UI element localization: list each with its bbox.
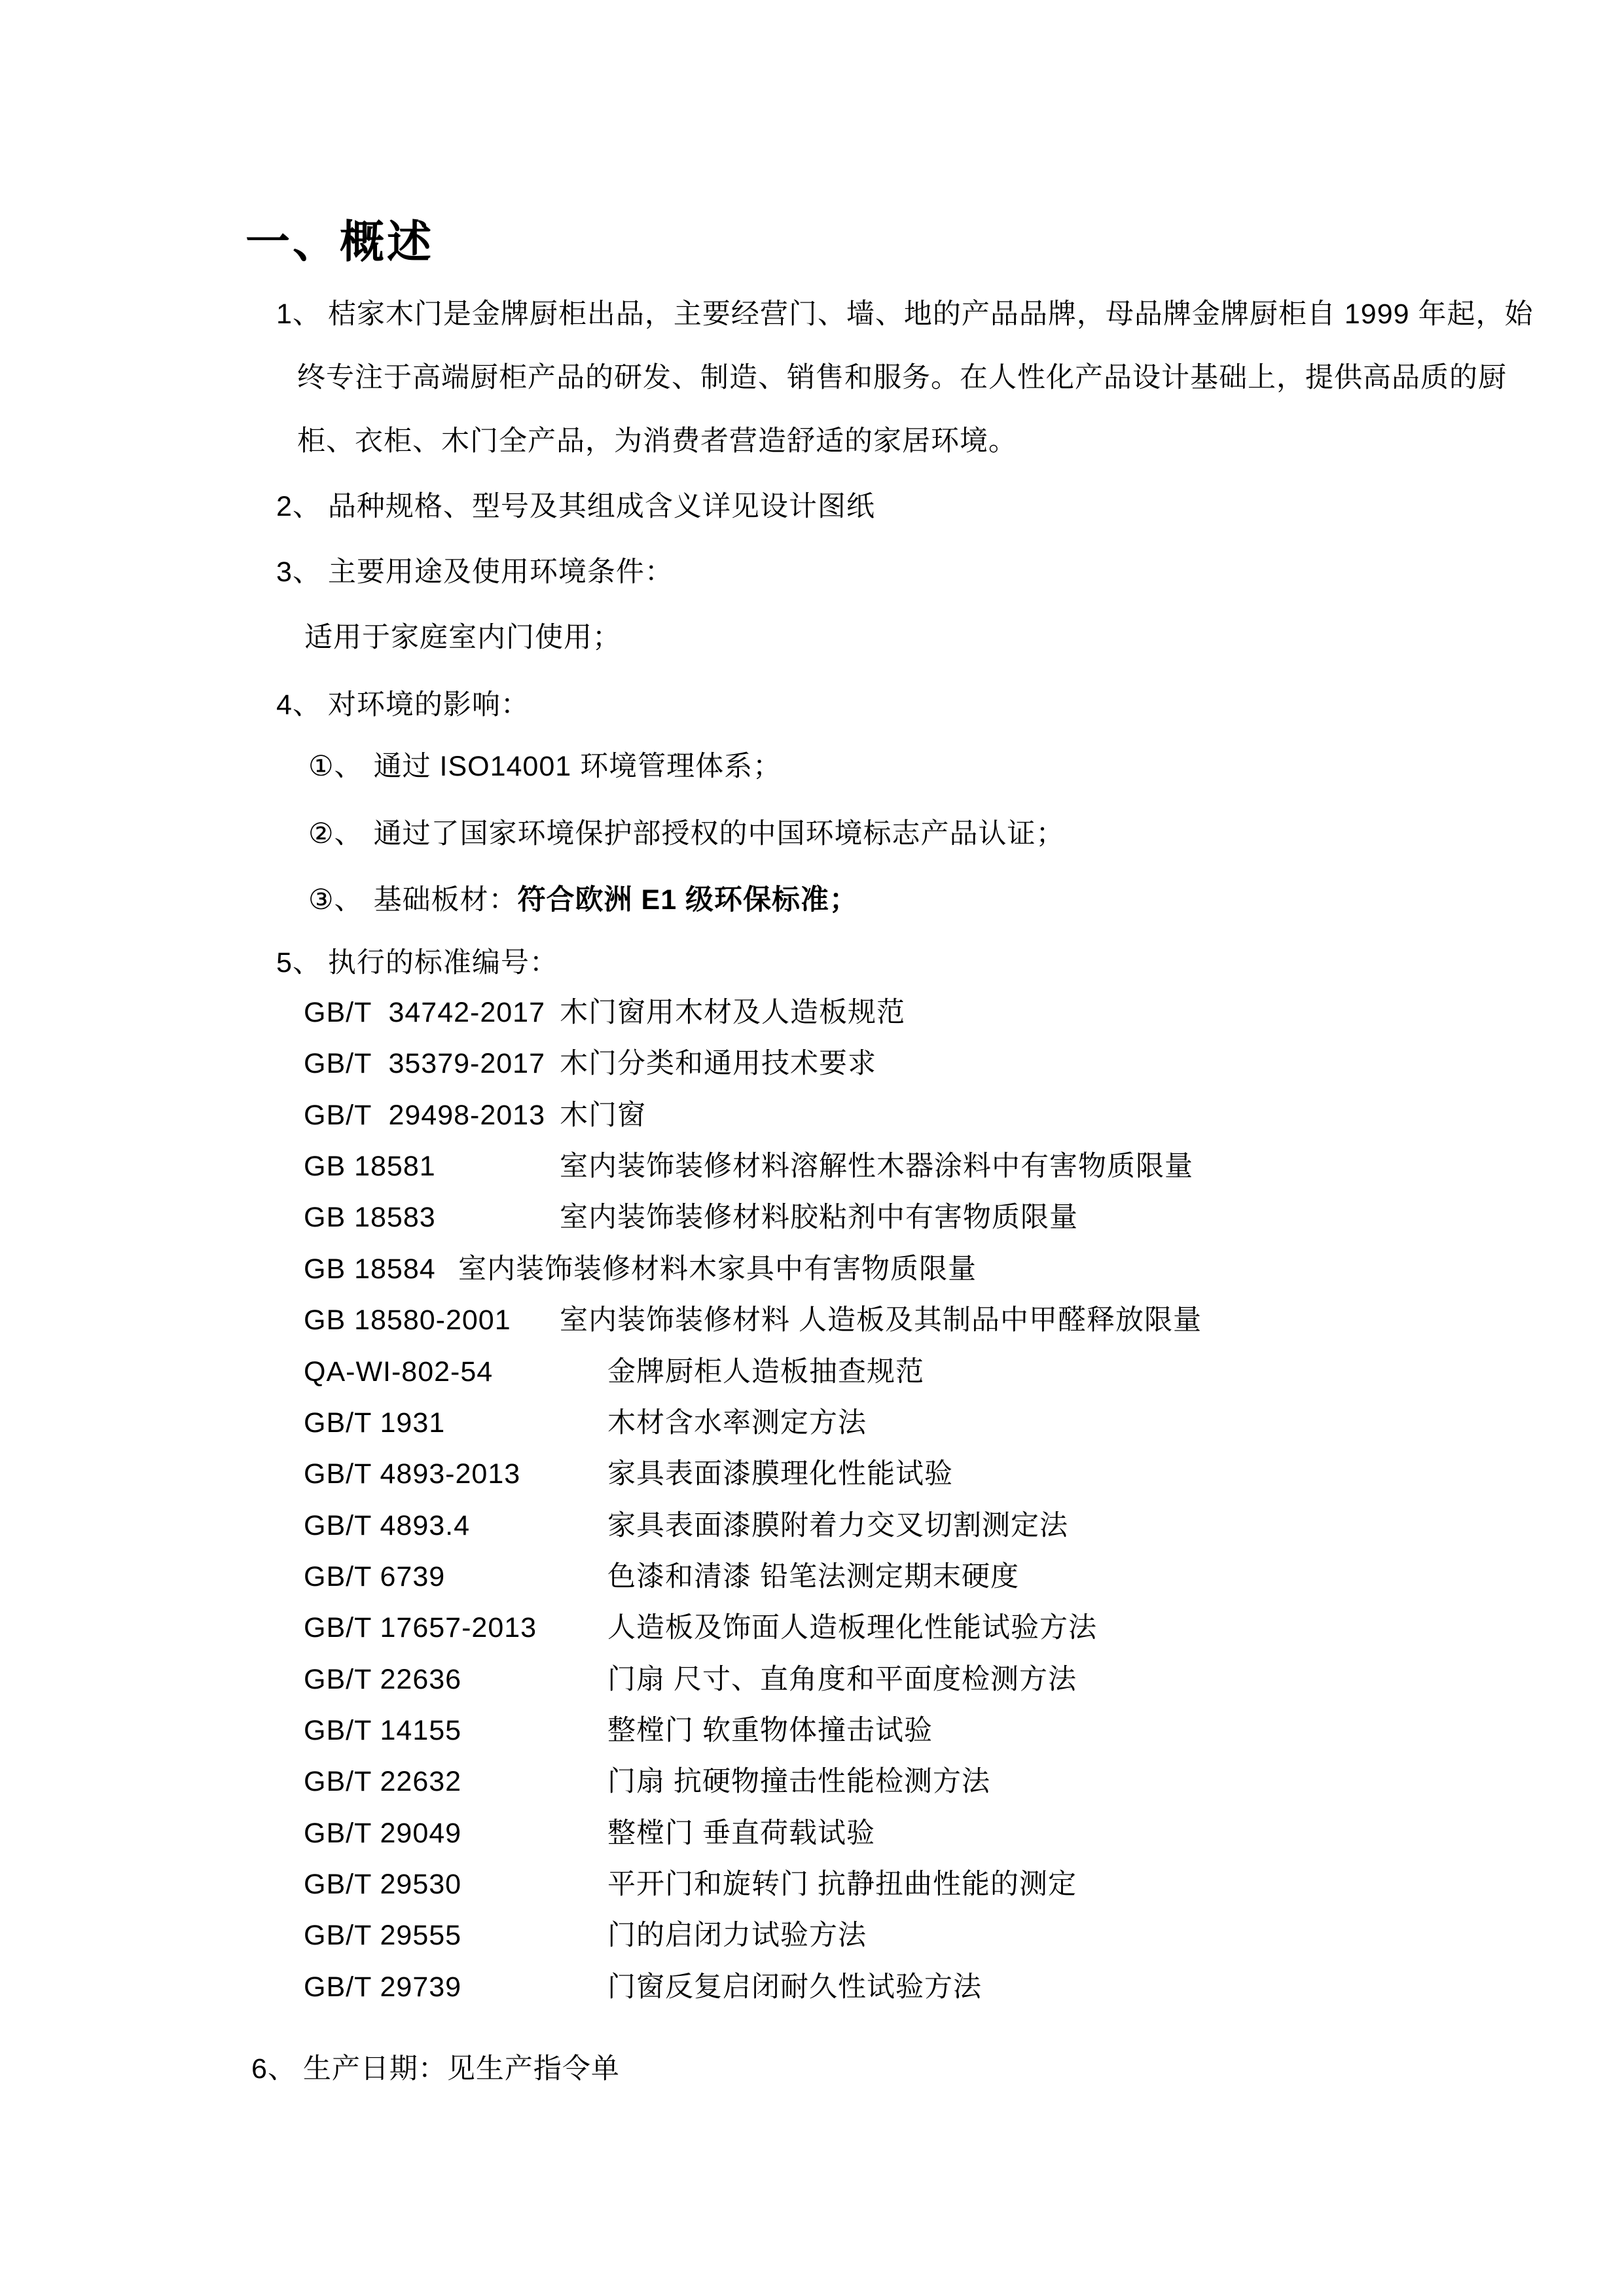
standard-row bbox=[304, 1098, 646, 1132]
standard-row bbox=[304, 1867, 1077, 1901]
standard-code: GB/T 4893.4 bbox=[304, 1510, 471, 1541]
item-number: 4、 bbox=[276, 689, 321, 721]
standard-code: GB 18583 bbox=[304, 1202, 436, 1233]
standard-title: 金牌厨柜人造板抽查规范 bbox=[607, 1356, 924, 1388]
item-5 bbox=[276, 946, 558, 980]
standard-title: 木材含水率测定方法 bbox=[607, 1407, 867, 1439]
standard-code: GB/T 22636 bbox=[304, 1664, 462, 1695]
circled-number: ①、 bbox=[308, 751, 363, 782]
standard-title: 门扇 尺寸、直角度和平面度检测方法 bbox=[607, 1664, 1077, 1695]
standard-title: 家具表面漆膜理化性能试验 bbox=[607, 1458, 953, 1490]
standard-title: 室内装饰装修材料溶解性木器涂料中有害物质限量 bbox=[560, 1151, 1193, 1182]
item-text: 执行的标准编号： bbox=[327, 947, 558, 978]
standard-title: 木门窗用木材及人造板规范 bbox=[560, 997, 905, 1028]
standard-title: 家具表面漆膜附着力交叉切割测定法 bbox=[607, 1510, 1068, 1541]
standard-title: 木门窗 bbox=[560, 1100, 646, 1131]
sub-item-2 bbox=[308, 817, 1065, 851]
paragraph-text: 桔家木门是金牌厨柜出品，主要经营门、墙、地的产品品牌，母品牌金牌厨柜自 1999 年起，始 bbox=[327, 298, 1534, 330]
standard-row bbox=[304, 1509, 1068, 1543]
standard-title: 人造板及饰面人造板理化性能试验方法 bbox=[607, 1612, 1097, 1643]
paragraph-text: 终专注于高端厨柜产品的研发、制造、销售和服务。在人性化产品设计基础上，提供高品质的厨 bbox=[297, 362, 1507, 393]
standard-row bbox=[304, 1149, 1193, 1183]
standard-code: GB/T 22632 bbox=[304, 1766, 462, 1797]
standard-title: 室内装饰装修材料木家具中有害物质限量 bbox=[458, 1253, 977, 1285]
item-number: 2、 bbox=[276, 491, 321, 522]
standard-title: 门的启闭力试验方法 bbox=[607, 1920, 867, 1951]
standard-code: GB/T 29530 bbox=[304, 1869, 462, 1900]
standard-title: 色漆和清漆 铅笔法测定期末硬度 bbox=[607, 1561, 1019, 1592]
standard-code: GB 18581 bbox=[304, 1151, 436, 1182]
standard-title: 平开门和旋转门 抗静扭曲性能的测定 bbox=[607, 1869, 1077, 1900]
standard-code: GB 18584 bbox=[304, 1253, 436, 1285]
standard-row bbox=[304, 1047, 876, 1081]
item-text: 基础板材： bbox=[373, 884, 518, 916]
item-text: 生产日期：见生产指令单 bbox=[302, 2053, 620, 2085]
paragraph-1-line-3 bbox=[297, 424, 1017, 458]
standard-row bbox=[304, 1200, 1078, 1234]
sub-item-3 bbox=[308, 883, 858, 917]
standard-title: 室内装饰装修材料 人造板及其制品中甲醛释放限量 bbox=[560, 1304, 1202, 1336]
standard-title: 整樘门 垂直荷载试验 bbox=[607, 1818, 875, 1849]
standard-code: GB/T 34742-2017 bbox=[304, 997, 546, 1028]
item-6 bbox=[251, 2052, 620, 2086]
standard-title: 门窗反复启闭耐久性试验方法 bbox=[607, 1971, 982, 2003]
item-number: 3、 bbox=[276, 556, 321, 588]
standard-row bbox=[304, 1560, 1019, 1594]
standard-code: GB 18580-2001 bbox=[304, 1304, 511, 1336]
standard-code: GB/T 4893-2013 bbox=[304, 1458, 521, 1490]
item-text: 适用于家庭室内门使用； bbox=[304, 622, 621, 653]
paragraph-text: 柜、衣柜、木门全产品，为消费者营造舒适的家居环境。 bbox=[297, 425, 1017, 457]
standard-code: GB/T 1931 bbox=[304, 1407, 446, 1439]
standard-code: GB/T 6739 bbox=[304, 1561, 446, 1592]
standard-row bbox=[304, 996, 905, 1030]
standard-title: 木门分类和通用技术要求 bbox=[560, 1048, 876, 1079]
item-text: 对环境的影响： bbox=[327, 689, 530, 721]
item-number: 5、 bbox=[276, 947, 321, 978]
standard-row bbox=[304, 1713, 933, 1748]
standard-row bbox=[304, 1662, 1077, 1696]
standard-row bbox=[304, 1457, 953, 1491]
standard-code: GB/T 29739 bbox=[304, 1971, 462, 2003]
standard-code: GB/T 29555 bbox=[304, 1920, 462, 1951]
circled-number: ②、 bbox=[308, 818, 363, 850]
item-text: 主要用途及使用环境条件： bbox=[327, 556, 674, 588]
item-3-note bbox=[304, 620, 621, 655]
standard-code: QA-WI-802-54 bbox=[304, 1356, 494, 1388]
item-4 bbox=[276, 688, 530, 722]
item-2 bbox=[276, 490, 875, 524]
standard-code: GB/T 35379-2017 bbox=[304, 1048, 546, 1079]
paragraph-1-line-2 bbox=[297, 361, 1507, 395]
standard-title: 整樘门 软重物体撞击试验 bbox=[607, 1715, 933, 1746]
standard-title: 室内装饰装修材料胶粘剂中有害物质限量 bbox=[560, 1202, 1078, 1233]
standard-row bbox=[304, 1765, 990, 1799]
paragraph-1-line-1 bbox=[276, 297, 1533, 331]
standard-code: GB/T 14155 bbox=[304, 1715, 462, 1746]
standard-row bbox=[304, 1406, 867, 1440]
item-number: 6、 bbox=[251, 2053, 297, 2085]
item-text: 通过了国家环境保护部授权的中国环境标志产品认证； bbox=[373, 818, 1065, 850]
section-heading: 一、概述 bbox=[245, 217, 435, 267]
standard-row bbox=[304, 1355, 924, 1389]
standard-row bbox=[304, 1611, 1097, 1645]
standard-row bbox=[304, 1970, 982, 2004]
item-text-bold: 符合欧洲 E1 级环保标准； bbox=[517, 884, 859, 916]
item-text: 品种规格、型号及其组成含义详见设计图纸 bbox=[327, 491, 875, 522]
standard-row bbox=[304, 1816, 875, 1850]
standard-row bbox=[304, 1918, 867, 1952]
standard-row bbox=[304, 1252, 977, 1286]
standard-code: GB/T 17657-2013 bbox=[304, 1612, 537, 1643]
circled-number: ③、 bbox=[308, 884, 363, 916]
standard-code: GB/T 29049 bbox=[304, 1818, 462, 1849]
sub-item-1 bbox=[308, 749, 782, 783]
item-number: 1、 bbox=[276, 298, 321, 330]
standard-row bbox=[304, 1303, 1202, 1337]
standard-title: 门扇 抗硬物撞击性能检测方法 bbox=[607, 1766, 990, 1797]
item-text: 通过 ISO14001 环境管理体系； bbox=[373, 751, 782, 782]
standard-code: GB/T 29498-2013 bbox=[304, 1100, 546, 1131]
item-3 bbox=[276, 555, 674, 589]
